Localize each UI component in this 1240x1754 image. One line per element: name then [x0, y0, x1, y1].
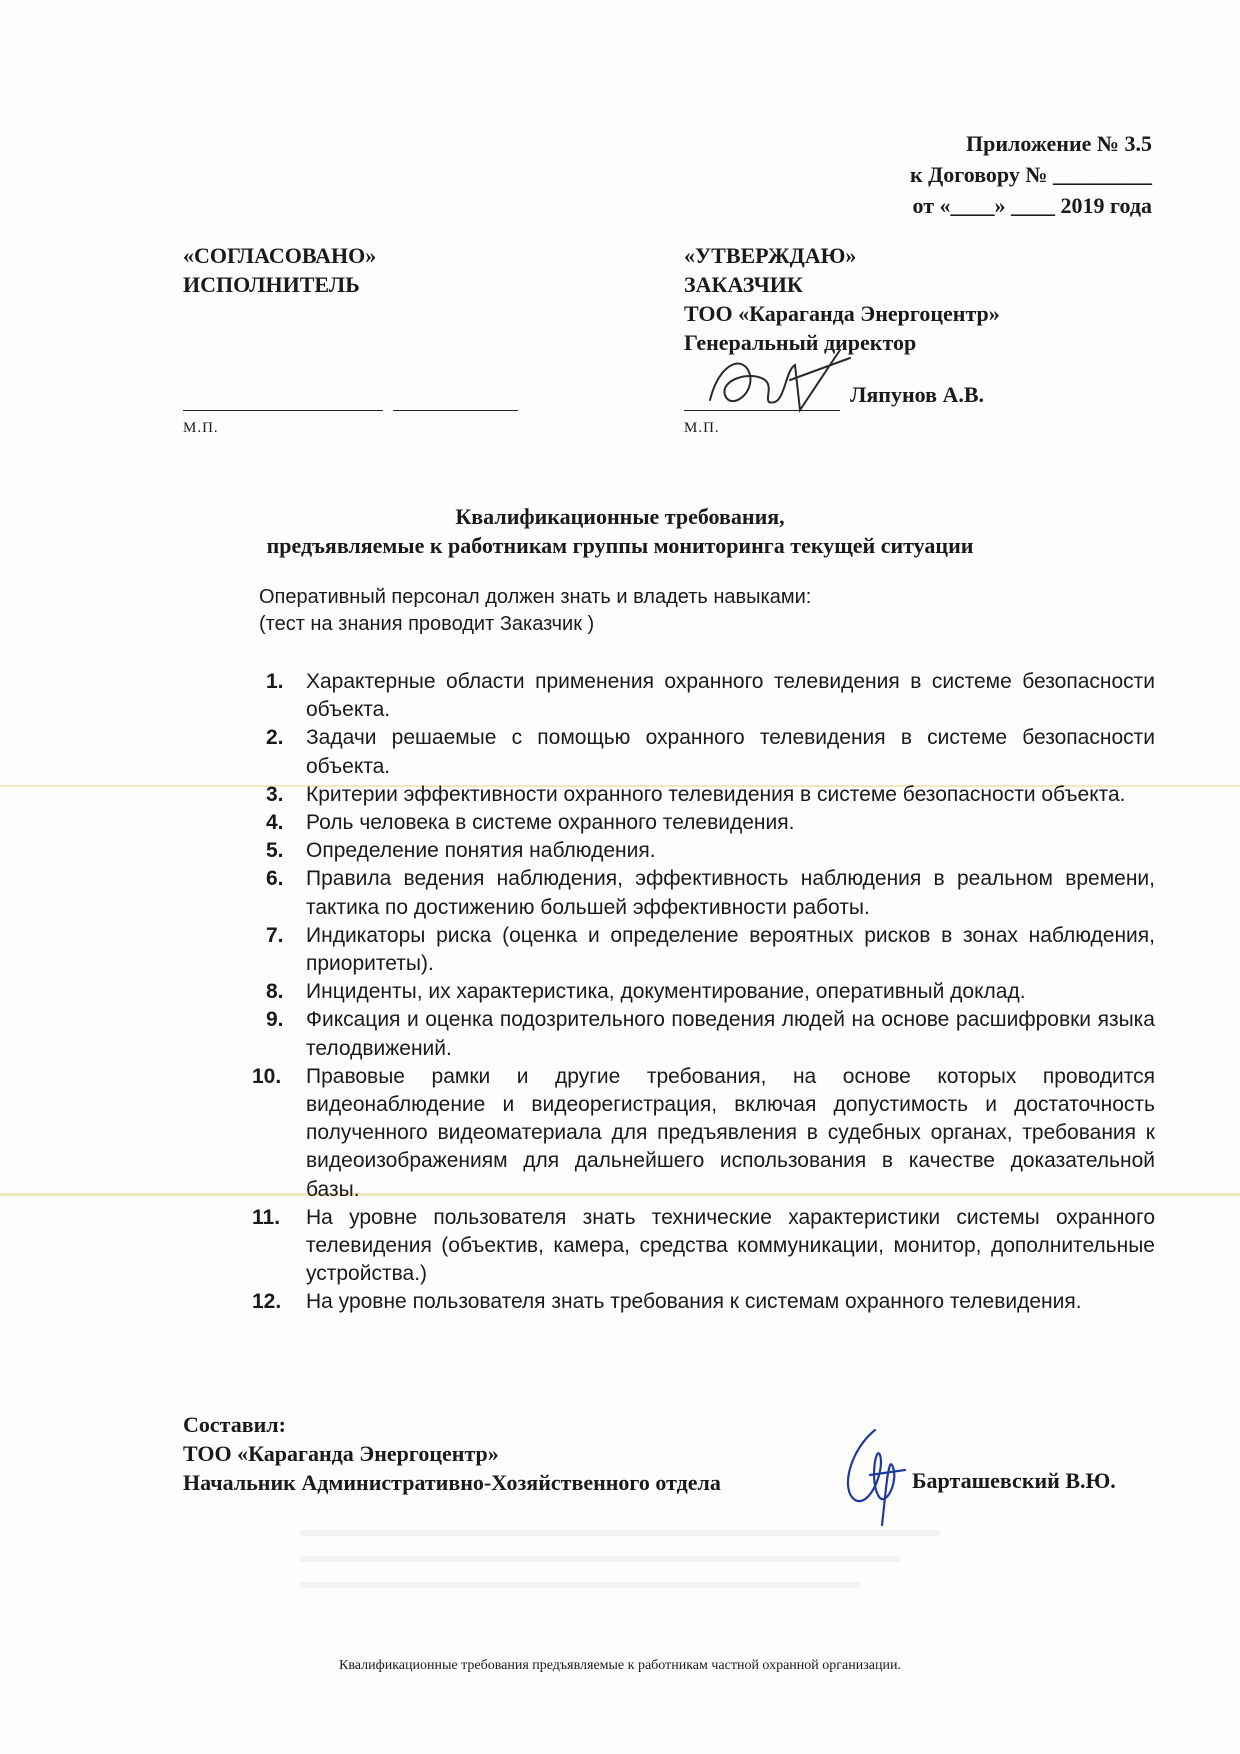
- requirement-text: Фиксация и оценка подозрительного поведения людей на основе расшифровки языка телодвижений.: [306, 1008, 1155, 1060]
- requirement-item: [266, 922, 1155, 978]
- intro-line-1: Оперативный персонал должен знать и владеть навыками:: [259, 586, 812, 608]
- requirement-number: 9.: [266, 1008, 284, 1032]
- requirement-number: 11.: [252, 1205, 281, 1229]
- requirement-text: Задачи решаемые с помощью охранного телевидения в системе безопасности объекта.: [306, 726, 1155, 778]
- requirement-text: Инциденты, их характеристика, документирование, оперативный доклад.: [306, 980, 1026, 1004]
- requirement-item: [266, 724, 1155, 780]
- intro-line-2: (тест на знания проводит Заказчик ): [259, 613, 595, 635]
- appendix-number: Приложение № 3.5: [966, 131, 1152, 156]
- requirement-text: На уровне пользователя знать технические характеристики системы охранного телевидения (объектив, камера, средства коммуникации, монитор, дополнительные устройства.): [306, 1205, 1155, 1286]
- document-title: [0, 502, 1240, 560]
- requirement-number: 1.: [266, 670, 284, 693]
- requirement-item: [266, 809, 1155, 837]
- requirement-text: Роль человека в системе охранного телевидения.: [306, 811, 795, 835]
- bleed-through-text: [300, 1582, 860, 1588]
- bleed-through-text: [300, 1530, 940, 1536]
- executor-signature-line: [183, 410, 383, 411]
- intro-text: [259, 584, 811, 638]
- requirement-number: 5.: [266, 839, 284, 863]
- requirements-list: [252, 668, 1155, 1317]
- bleed-through-text: [300, 1556, 900, 1562]
- requirement-number: 2.: [266, 726, 284, 750]
- requirement-item: [266, 1006, 1155, 1062]
- requirement-number: 12.: [252, 1290, 282, 1314]
- contract-date: от «____» ____ 2019 года: [912, 193, 1152, 218]
- compiled-by-block: [183, 1410, 721, 1497]
- compiled-label: Составил:: [183, 1412, 286, 1437]
- requirement-number: 10.: [252, 1064, 282, 1088]
- customer-signer-name: Ляпунов А.В.: [850, 382, 985, 407]
- customer-org: ТОО «Караганда Энергоцентр»: [684, 301, 1000, 326]
- requirement-item: [252, 1204, 1155, 1289]
- director-signature: [690, 340, 860, 420]
- compiled-position: Начальник Административно-Хозяйственного отдела: [183, 1470, 721, 1495]
- footer-note: Квалификационные требования предъявляемые к работникам частной охранной организации.: [339, 1658, 901, 1673]
- requirement-item: [266, 978, 1155, 1006]
- requirement-number: 3.: [266, 782, 284, 806]
- executor-stamp-label: М.П.: [183, 420, 219, 436]
- requirement-text: Правовые рамки и другие требования, на основе которых проводится видеонаблюдение и видеорегистрация, включая допустимость и достаточность полученного видеоматериала для предъявления в судебных органах, требования к видеоизображениям для дальнейшего использования в качестве доказательной базы.: [306, 1064, 1155, 1201]
- requirement-text: Определение понятия наблюдения.: [306, 839, 656, 863]
- compiler-name: Барташевский В.Ю.: [912, 1468, 1116, 1493]
- requirement-item: [266, 837, 1155, 865]
- requirement-item: [252, 1288, 1155, 1316]
- executor-label: ИСПОЛНИТЕЛЬ: [183, 272, 360, 297]
- requirement-text: На уровне пользователя знать требования к системам охранного телевидения.: [306, 1290, 1082, 1314]
- executor-block: [183, 241, 376, 299]
- requirement-number: 8.: [266, 980, 284, 1004]
- contract-reference: к Договору № _________: [910, 162, 1152, 187]
- requirement-item: [266, 781, 1155, 809]
- requirement-text: Характерные области применения охранного телевидения в системе безопасности объекта.: [306, 670, 1155, 722]
- requirement-item: [266, 865, 1155, 921]
- requirement-text: Критерии эффективности охранного телевидения в системе безопасности объекта.: [306, 782, 1126, 806]
- appendix-header: [910, 128, 1152, 221]
- agreed-label: «СОГЛАСОВАНО»: [183, 243, 377, 268]
- requirement-number: 6.: [266, 867, 284, 891]
- customer-position: Генеральный директор: [684, 330, 917, 355]
- customer-stamp-label: М.П.: [684, 420, 720, 436]
- approve-label: «УТВЕРЖДАЮ»: [684, 243, 857, 268]
- compiled-org: ТОО «Караганда Энергоцентр»: [183, 1441, 499, 1466]
- requirement-item: [266, 668, 1155, 724]
- requirement-number: 4.: [266, 811, 284, 835]
- requirement-number: 7.: [266, 923, 284, 947]
- customer-label: ЗАКАЗЧИК: [684, 272, 803, 297]
- title-line-2: предъявляемые к работникам группы мониторинга текущей ситуации: [266, 533, 974, 558]
- requirement-item: [252, 1063, 1155, 1204]
- executor-name-line: [393, 410, 518, 411]
- compiler-signature: [830, 1420, 920, 1530]
- requirement-text: Индикаторы риска (оценка и определение вероятных рисков в зонах наблюдения, приоритеты).: [306, 923, 1155, 976]
- title-line-1: Квалификационные требования,: [455, 504, 785, 529]
- requirement-text: Правила ведения наблюдения, эффективность наблюдения в реальном времени, тактика по достижению большей эффективности работы.: [306, 867, 1155, 919]
